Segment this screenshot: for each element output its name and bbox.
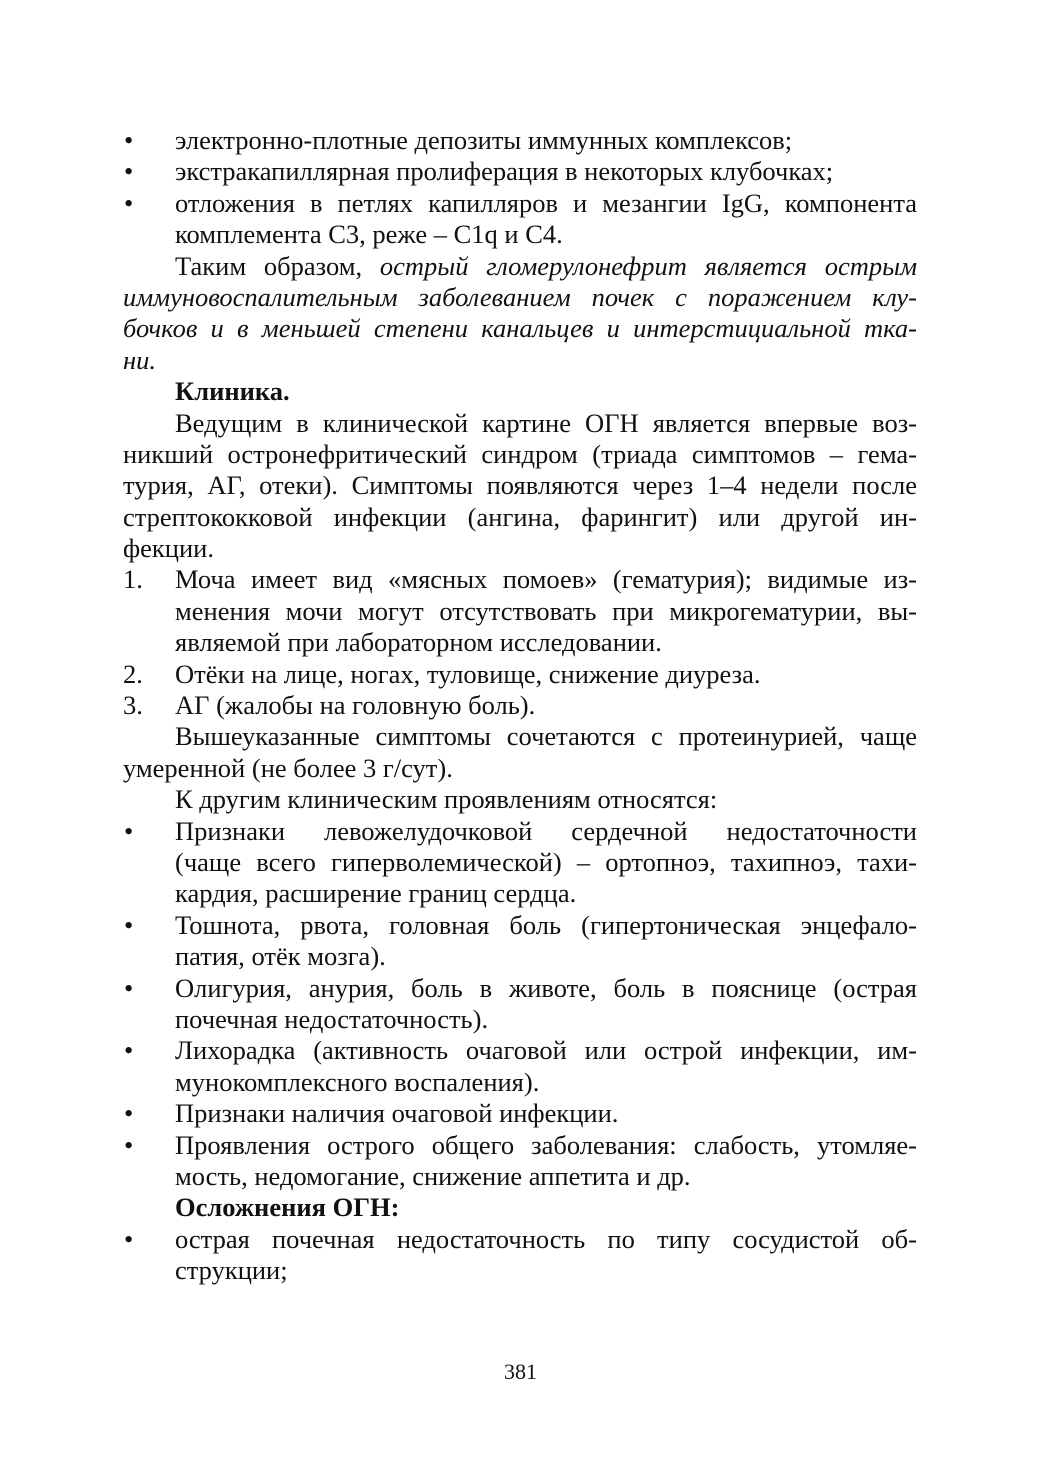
list-item <box>123 1224 917 1255</box>
section-heading <box>123 1192 917 1223</box>
list-item <box>123 156 917 187</box>
conclusion-line <box>123 313 917 344</box>
list-item <box>123 125 917 156</box>
paragraph-line: К другим клиническим проявлениям относятся: <box>175 784 718 815</box>
list-item <box>123 1035 917 1066</box>
list-item-text: Проявления острого общего заболевания: слабость, утомляе- <box>175 1129 917 1160</box>
list-item-continuation <box>123 219 917 250</box>
list-item-continuation: (чаще всего гиперволемической) – ортопноэ, тахипноэ, тахи- <box>175 846 917 877</box>
page-body <box>123 125 917 1286</box>
bullet-marker: • <box>124 815 134 846</box>
list-item <box>123 188 917 219</box>
conclusion-italic: иммуновоспалительным заболеванием почек с поражением клу- <box>123 281 917 312</box>
list-item <box>123 973 917 1004</box>
paragraph-line: Ведущим в клинической картине ОГН является впервые воз- <box>175 407 917 438</box>
number-marker: 2. <box>123 658 143 689</box>
page-number: 381 <box>504 1359 537 1384</box>
list-item <box>123 1098 917 1129</box>
bullet-marker: • <box>124 1129 134 1160</box>
list-item-text: электронно-плотные депозиты иммунных комплексов; <box>175 125 793 155</box>
bullet-marker: • <box>124 156 134 187</box>
conclusion-line <box>123 282 917 313</box>
list-item-continuation: почечная недостаточность). <box>175 1003 489 1034</box>
bullet-marker: • <box>124 187 134 218</box>
paragraph-line: умеренной (не более 3 г/сут). <box>123 752 453 783</box>
paragraph-line: Вышеуказанные симптомы сочетаются с протеинурией, чаще <box>175 721 917 752</box>
bullet-marker: • <box>124 909 134 940</box>
conclusion-lead: Таким образом, <box>175 250 380 281</box>
list-item-continuation: струкции; <box>175 1255 288 1286</box>
paragraph-line: стрептококковой инфекции (ангина, фарингит) или другой ин- <box>123 501 917 532</box>
list-item-text: комплемента С3, реже – С1q и С4. <box>175 219 563 250</box>
list-item-continuation: мунокомплексного воспаления). <box>175 1066 540 1097</box>
number-marker: 3. <box>123 690 143 721</box>
list-item <box>123 816 917 847</box>
list-item-text: отложения в петлях капилляров и мезангии IgG, компонента <box>175 187 917 218</box>
bullet-marker: • <box>124 1035 134 1066</box>
list-item-text: Признаки левожелудочковой сердечной недостаточности <box>175 815 917 846</box>
list-item-text: АГ (жалобы на головную боль). <box>175 690 536 721</box>
bullet-marker: • <box>124 125 134 155</box>
list-item <box>123 1130 917 1161</box>
conclusion-line <box>123 345 917 376</box>
list-item-text: Моча имеет вид «мясных помоев» (гематурия); видимые из- <box>175 564 917 595</box>
list-item-continuation: патия, отёк мозга). <box>175 941 386 972</box>
bullet-marker: • <box>124 1223 134 1254</box>
numbered-item <box>123 564 917 595</box>
bullet-marker: • <box>124 1098 134 1129</box>
list-item-text: Тошнота, рвота, головная боль (гипертоническая энцефало- <box>175 909 917 940</box>
conclusion-italic: острый гломерулонефрит является острым <box>379 250 917 281</box>
list-item-continuation: являемой при лабораторном исследовании. <box>175 627 662 658</box>
conclusion-italic: бочков и в меньшей степени канальцев и интерстициальной тка- <box>123 313 917 344</box>
conclusion-line <box>123 251 917 282</box>
numbered-item <box>123 659 917 690</box>
section-heading <box>123 376 917 407</box>
paragraph-line: никший остронефритический синдром (триада симптомов – гема- <box>123 438 917 469</box>
list-item-text: Олигурия, анурия, боль в животе, боль в пояснице (острая <box>175 972 917 1003</box>
heading-clinic: Клиника. <box>175 376 290 407</box>
paragraph-line: турия, АГ, отеки). Симптомы появляются через 1–4 недели после <box>123 470 917 501</box>
bullet-marker: • <box>124 972 134 1003</box>
number-marker: 1. <box>123 564 143 595</box>
list-item-continuation: кардия, расширение границ сердца. <box>175 878 577 909</box>
list-item-continuation: менения мочи могут отсутствовать при микрогематурии, вы- <box>175 595 917 626</box>
list-item-text: экстракапиллярная пролиферация в некоторых клубочках; <box>175 156 834 187</box>
numbered-item <box>123 690 917 721</box>
list-item-text: Признаки наличия очаговой инфекции. <box>175 1098 619 1129</box>
list-item <box>123 910 917 941</box>
list-item-text: Отёки на лице, ногах, туловище, снижение диуреза. <box>175 658 761 689</box>
heading-complications: Осложнения ОГН: <box>175 1192 400 1223</box>
conclusion-italic: ни. <box>123 344 157 375</box>
list-item-continuation: мость, недомогание, снижение аппетита и др. <box>175 1160 691 1191</box>
paragraph-line: фекции. <box>123 533 214 564</box>
list-item-text: острая почечная недостаточность по типу сосудистой об- <box>175 1223 917 1254</box>
list-item-text: Лихорадка (активность очаговой или острой инфекции, им- <box>175 1035 917 1066</box>
